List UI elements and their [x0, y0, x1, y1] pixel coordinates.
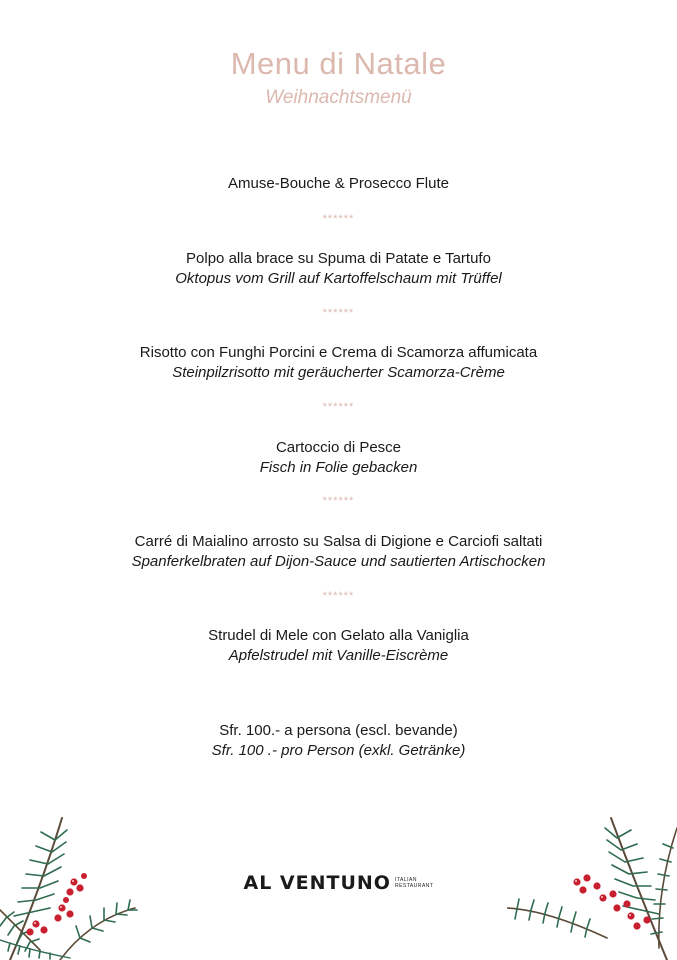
course-cartoccio [0, 438, 677, 478]
pine-berry-branch-icon [507, 798, 677, 960]
course-maialino [0, 532, 677, 572]
pine-berry-branch-icon [0, 800, 150, 960]
menu-subtitle: Weihnachtsmenü [265, 87, 412, 108]
price-de: Sfr. 100 .- pro Person (exkl. Getränke) [211, 742, 466, 759]
separator: ****** [322, 590, 355, 602]
course-name-it: Amuse-Bouche & Prosecco Flute [228, 175, 449, 192]
separator: ****** [322, 401, 355, 413]
course-amuse-bouche [0, 174, 677, 194]
price-it: Sfr. 100.- a persona (escl. bevande) [219, 722, 458, 739]
course-name-de: Oktopus vom Grill auf Kartoffelschaum mit Trüffel [175, 270, 502, 287]
separator: ****** [322, 495, 355, 507]
course-name-de: Apfelstrudel mit Vanille-Eiscrème [228, 647, 449, 664]
course-polpo [0, 249, 677, 289]
course-name-it: Carré di Maialino arrosto su Salsa di Digione e Carciofi saltati [134, 533, 543, 550]
logo-tagline: ITALIAN RESTAURANT [394, 877, 434, 889]
course-name-de: Steinpilzrisotto mit geräucherter Scamorza-Crème [172, 364, 505, 381]
course-risotto [0, 343, 677, 383]
course-name-it: Risotto con Funghi Porcini e Crema di Scamorza affumicata [139, 344, 538, 361]
logo-name: AL VENTUNO [243, 872, 391, 894]
course-name-de: Spanferkelbraten auf Dijon-Sauce und sautierten Artischocken [131, 553, 546, 570]
course-name-it: Cartoccio di Pesce [275, 439, 402, 456]
course-name-it: Polpo alla brace su Spuma di Patate e Tartufo [186, 250, 491, 267]
separator: ****** [322, 213, 355, 225]
course-strudel [0, 626, 677, 666]
menu-title: Menu di Natale [230, 46, 447, 81]
course-name-it: Strudel di Mele con Gelato alla Vaniglia [208, 627, 469, 644]
separator: ****** [322, 307, 355, 319]
course-name-de: Fisch in Folie gebacken [259, 459, 418, 476]
price-info [0, 721, 677, 761]
